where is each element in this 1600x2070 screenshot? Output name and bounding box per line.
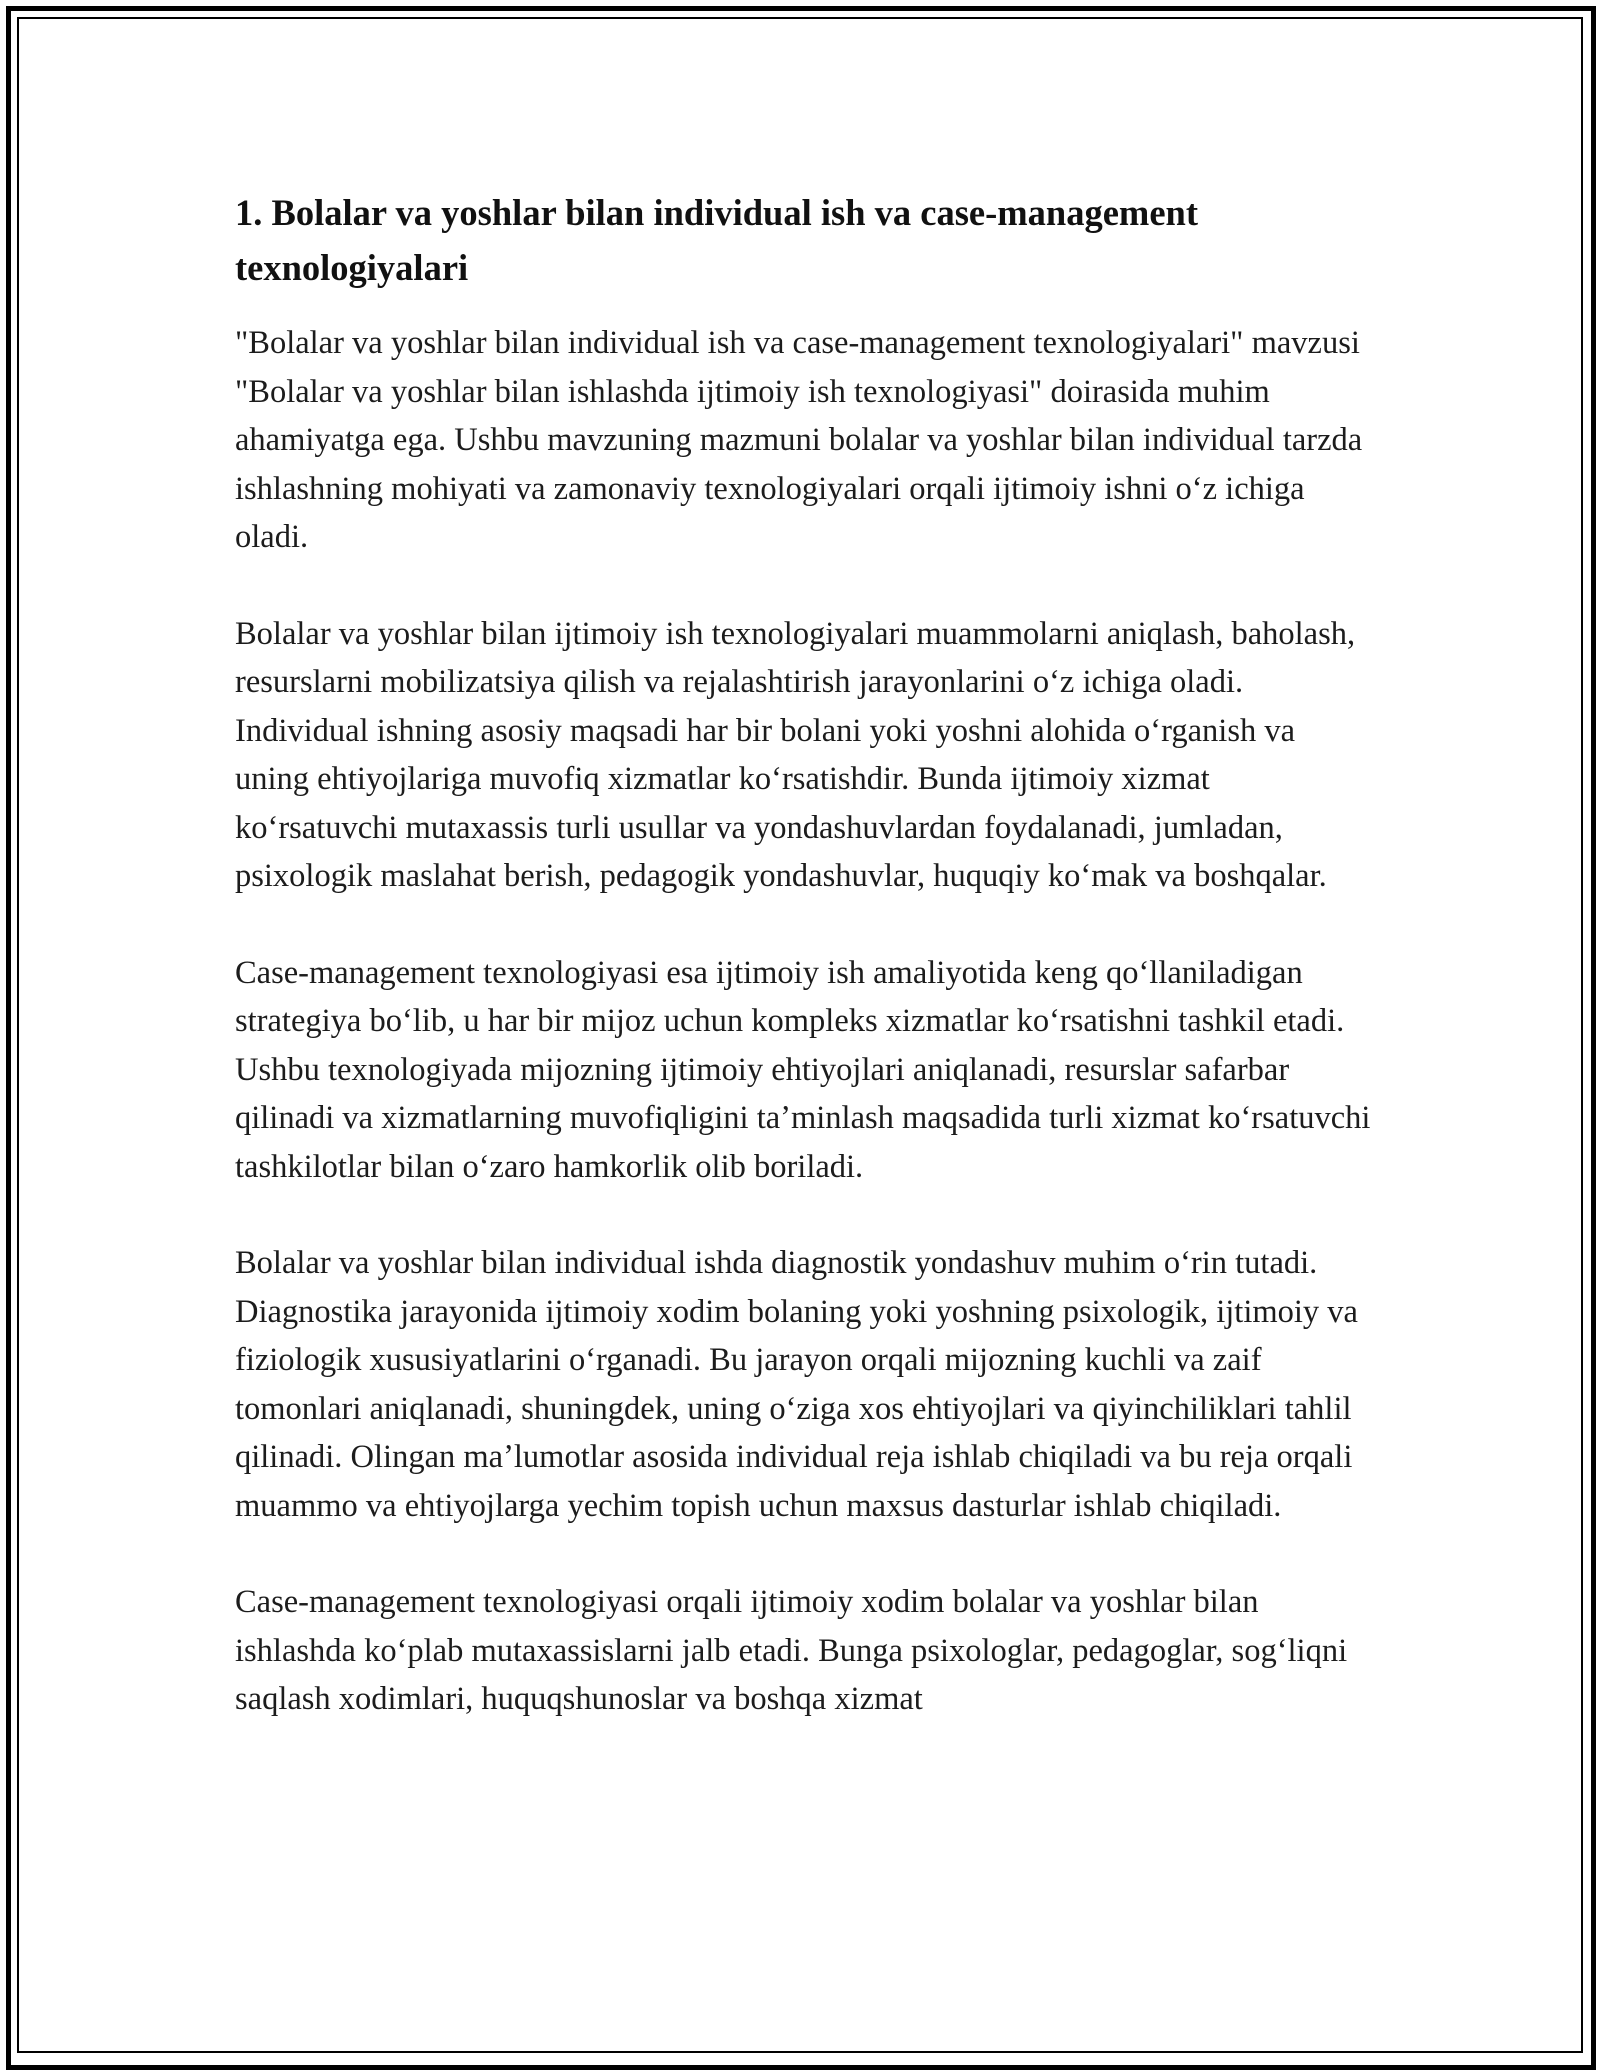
document-body (235, 185, 1375, 1724)
paragraph-1: "Bolalar va yoshlar bilan individual ish va case-management texnologiyalari" mavzusi "Bolalar va yoshlar bilan ishlashda ijtimoiy ish texnologiyasi" doirasida muhim ahamiyatga ega. Ushbu mavzuning mazmuni bolalar va yoshlar bilan individual tarzda ishlashning mohiyati va zamonaviy texnologiyalari orqali ijtimoiy ishni oʻz ichiga oladi. (235, 325, 1363, 555)
section-heading: 1. Bolalar va yoshlar bilan individual ish va case-management texnologiyalari (235, 192, 1198, 288)
paragraph-5: Case-management texnologiyasi orqali ijtimoiy xodim bolalar va yoshlar bilan ishlashda koʻplab mutaxassislarni jalb etadi. Bunga psixologlar, pedagoglar, sogʻliqni saqlash xodimlari, huquqshunoslar va boshqa xizmat (235, 1584, 1348, 1717)
paragraph-2: Bolalar va yoshlar bilan ijtimoiy ish texnologiyalari muammolarni aniqlash, baholash, resurslarni mobilizatsiya qilish va rejalashtirish jarayonlarini oʻz ichiga oladi. Individual ishning asosiy maqsadi har bir bolani yoki yoshni alohida oʻrganish va uning ehtiyojlariga muvofiq xizmatlar koʻrsatishdir. Bunda ijtimoiy xizmat koʻrsatuvchi mutaxassis turli usullar va yondashuvlardan foydalanadi, jumladan, psixologik maslahat berish, pedagogik yondashuvlar, huquqiy koʻmak va boshqalar. (235, 615, 1356, 894)
paragraph-4: Bolalar va yoshlar bilan individual ishda diagnostik yondashuv muhim oʻrin tutadi. Diagnostika jarayonida ijtimoiy xodim bolaning yoki yoshning psixologik, ijtimoiy va fiziologik xususiyatlarini oʻrganadi. Bu jarayon orqali mijozning kuchli va zaif tomonlari aniqlanadi, shuningdek, uning oʻziga xos ehtiyojlari va qiyinchiliklari tahlil qilinadi. Olingan maʼlumotlar asosida individual reja ishlab chiqiladi va bu reja orqali muammo va ehtiyojlarga yechim topish uchun maxsus dasturlar ishlab chiqiladi. (235, 1245, 1358, 1524)
paragraph-3: Case-management texnologiyasi esa ijtimoiy ish amaliyotida keng qoʻllaniladigan strategiya boʻlib, u har bir mijoz uchun kompleks xizmatlar koʻrsatishni tashkil etadi. Ushbu texnologiyada mijozning ijtimoiy ehtiyojlari aniqlanadi, resurslar safarbar qilinadi va xizmatlarning muvofiqligini taʼminlash maqsadida turli xizmat koʻrsatuvchi tashkilotlar bilan oʻzaro hamkorlik olib boriladi. (235, 954, 1371, 1185)
